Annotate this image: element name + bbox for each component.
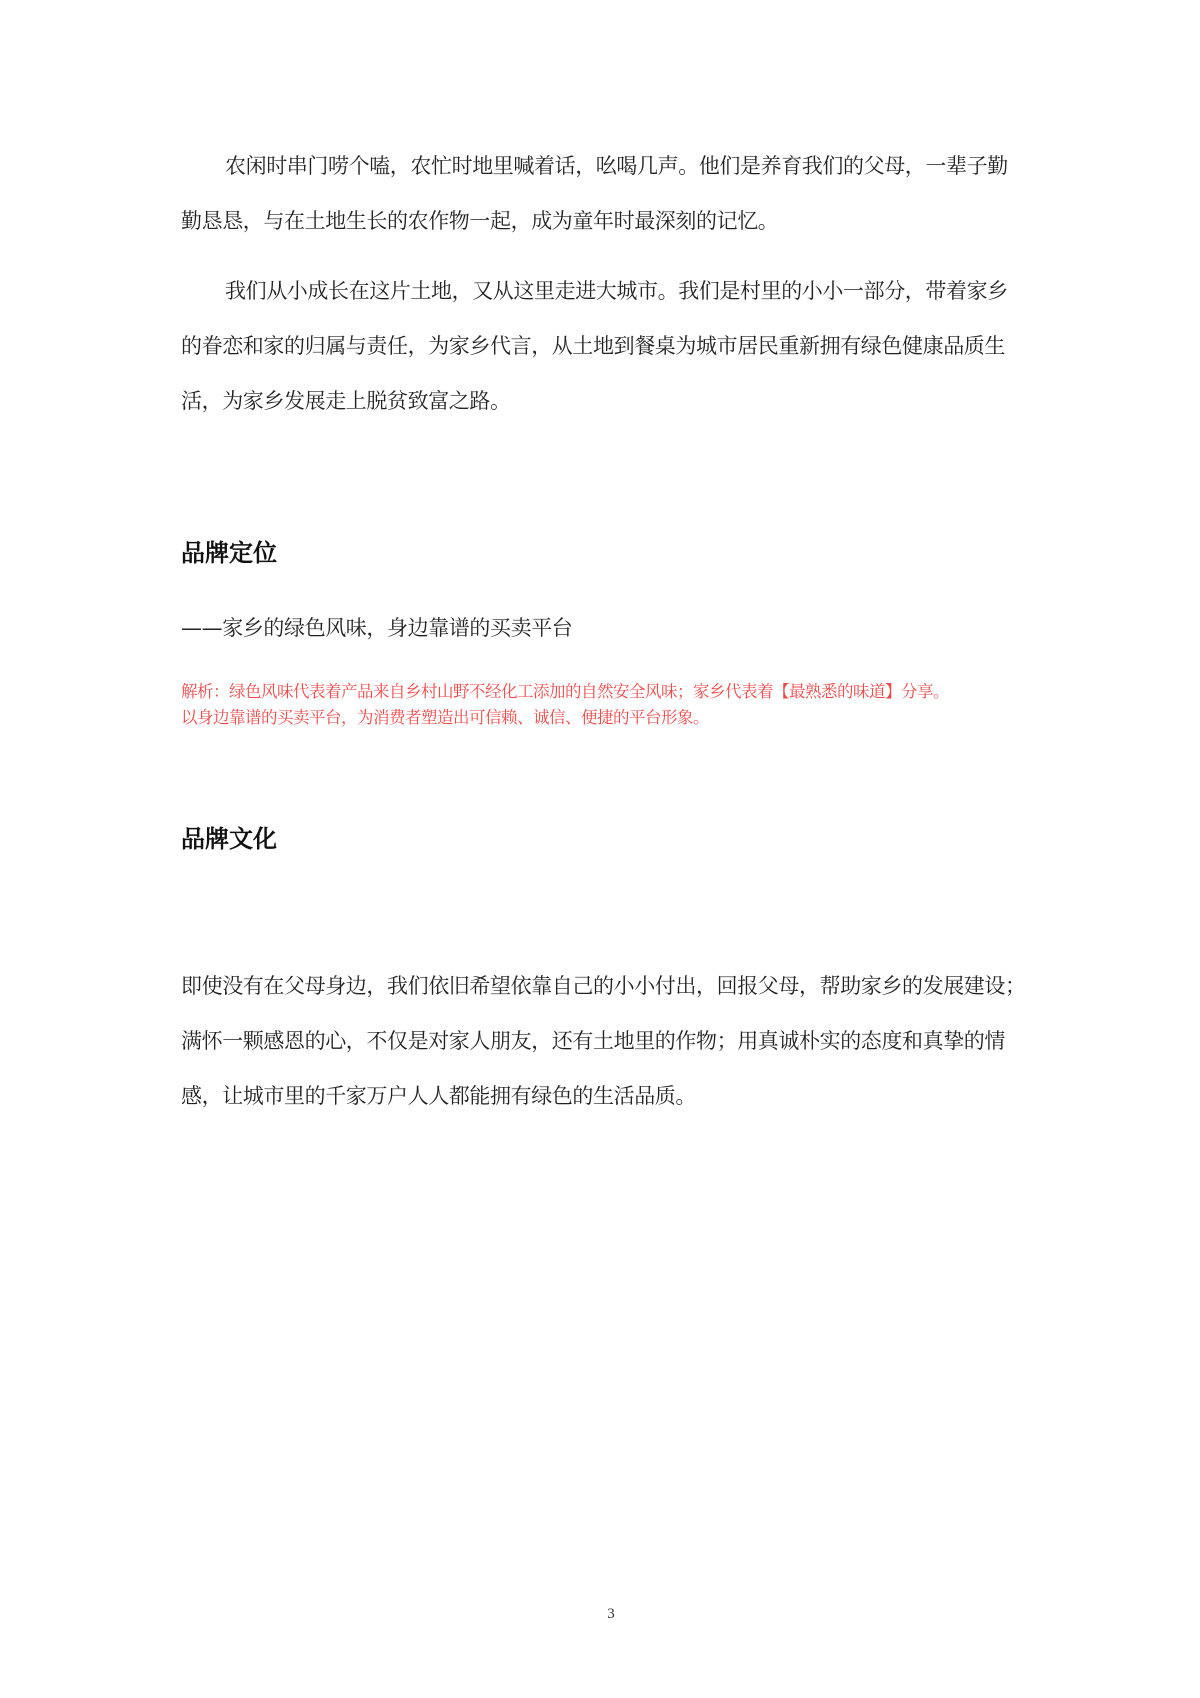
text-line: 农闲时串门唠个嗑，农忙时地里喊着话，吆喝几声。他们是养育我们的父母，一辈子勤 (225, 154, 1008, 178)
text-line: 感，让城市里的千家万户人人都能拥有绿色的生活品质。 (181, 1084, 696, 1108)
section-heading-culture: 品牌文化 (181, 825, 277, 853)
analysis-line: 以身边靠谱的买卖平台，为消费者塑造出可信赖、诚信、便捷的平台形象。 (181, 708, 709, 727)
text-line: 满怀一颗感恩的心，不仅是对家人朋友，还有土地里的作物；用真诚朴实的态度和真挚的情 (181, 1029, 1005, 1053)
text-line: 勤恳恳，与在土地生长的农作物一起，成为童年时最深刻的记忆。 (181, 209, 779, 233)
text-line: 我们从小成长在这片土地，又从这里走进大城市。我们是村里的小小一部分，带着家乡 (225, 279, 1008, 303)
text-line: 的眷恋和家的归属与责任，为家乡代言，从土地到餐桌为城市居民重新拥有绿色健康品质生 (181, 334, 1005, 358)
analysis-line: 解析：绿色风味代表着产品来自乡村山野不经化工添加的自然安全风味；家乡代表着【最熟悉的味道】分享。 (181, 682, 949, 701)
positioning-tagline: ——家乡的绿色风味，身边靠谱的买卖平台 (181, 616, 573, 640)
text-line: 即使没有在父母身边，我们依旧希望依靠自己的小小付出，回报父母，帮助家乡的发展建设； (181, 974, 1026, 998)
section-heading-positioning: 品牌定位 (181, 539, 277, 567)
text-line: 活，为家乡发展走上脱贫致富之路。 (181, 389, 511, 413)
page-number: 3 (607, 1606, 615, 1622)
